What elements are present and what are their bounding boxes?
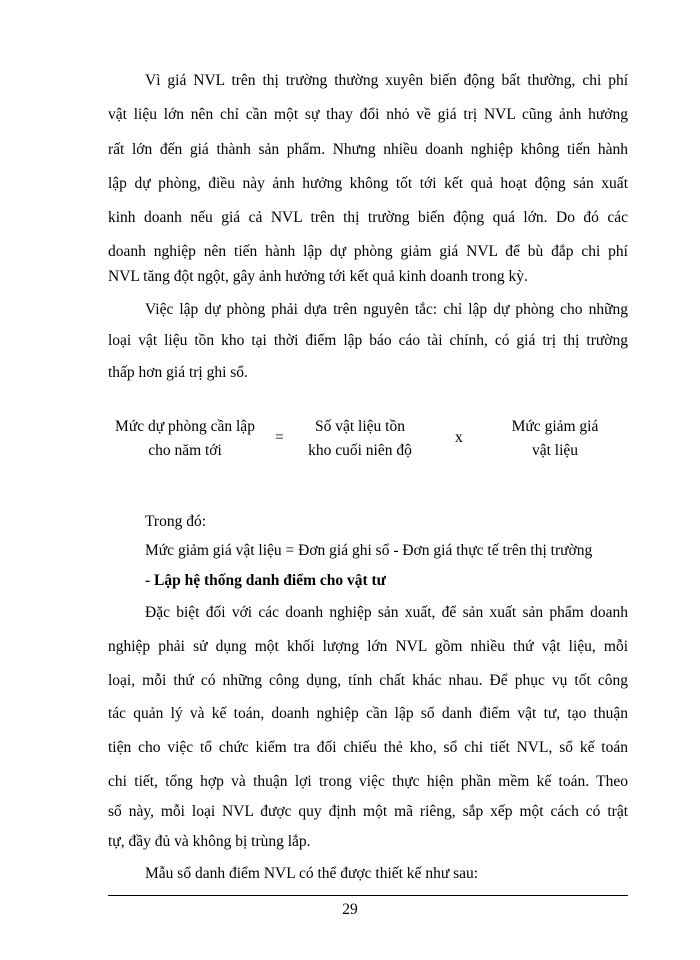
formula-left-line-2: cho năm tới — [148, 442, 222, 459]
paragraph-3-line-5: tiện cho việc tổ chức kiểm tra đối chiếu thẻ kho, sổ chi tiết NVL, sổ kế toán — [108, 739, 628, 756]
paragraph-4-line-1: Mẫu sổ danh điểm NVL có thể được thiết kế như sau: — [145, 865, 479, 882]
formula-middle — [295, 415, 425, 463]
paragraph-2-line-1: Việc lập dự phòng phải dựa trên nguyên tắc: chỉ lập dự phòng cho những — [145, 301, 628, 318]
formula-left-line-1: Mức dự phòng cần lập — [115, 418, 255, 435]
paragraph-3-line-1: Đặc biệt đối với các doanh nghiệp sản xuất, để sản xuất sản phẩm doanh — [145, 604, 628, 621]
formula-left — [106, 415, 264, 463]
paragraph-1-line-5: kinh doanh nếu giá cả NVL trên thị trường biến động quá lớn. Do đó các — [108, 209, 628, 226]
paragraph-1-line-1: Vì giá NVL trên thị trường thường xuyên biến động bất thường, chi phí — [145, 72, 628, 89]
paragraph-3-line-4: tác quản lý và kế toán, doanh nghiệp cần lập sổ danh điểm vật tư, tạo thuận — [108, 705, 628, 722]
paragraph-3-line-8: tự, đầy đủ và không bị trùng lắp. — [108, 833, 311, 850]
formula-middle-line-1: Số vật liệu tồn — [315, 418, 405, 435]
formula-right-line-1: Mức giảm giá — [511, 418, 599, 435]
formula-equals-sign: = — [275, 429, 284, 446]
definition-line: Mức giảm giá vật liệu = Đơn giá ghi sổ - Đơn giá thực tế trên thị trường — [145, 542, 593, 559]
page-number: 29 — [342, 901, 358, 918]
paragraph-1-line-6: doanh nghiệp nên tiến hành lập dự phòng giảm giá NVL để bù đắp chi phí — [108, 243, 628, 260]
paragraph-1-line-2: vật liệu lớn nên chỉ cần một sự thay đổi nhỏ về giá trị NVL cũng ảnh hưởng — [108, 106, 628, 123]
paragraph-2-line-2: loại vật liệu tồn kho tại thời điểm lập báo cáo tài chính, có giá trị thị trường — [108, 332, 628, 349]
formula-right — [490, 415, 620, 463]
formula-times-sign: x — [455, 429, 463, 446]
footer-rule — [108, 895, 628, 896]
paragraph-1-line-7: NVL tăng đột ngột, gây ảnh hưởng tới kết quả kinh doanh trong kỳ. — [108, 268, 528, 285]
paragraph-3-line-7: sổ này, mỗi loại NVL được quy định một mã riêng, sắp xếp một cách có trật — [108, 803, 628, 820]
paragraph-3-line-2: nghiệp phải sử dụng một khối lượng lớn NVL gồm nhiều thứ vật liệu, mỗi — [108, 638, 628, 655]
formula-middle-line-2: kho cuối niên độ — [308, 442, 412, 459]
paragraph-3-line-3: loại, mỗi thứ có những công dụng, tính chất khác nhau. Để phục vụ tốt công — [108, 672, 628, 689]
where-label: Trong đó: — [145, 513, 207, 530]
paragraph-3-line-6: chi tiết, tổng hợp và thuận lợi trong việc thực hiện phần mềm kế toán. Theo — [108, 773, 628, 790]
paragraph-2-line-3: thấp hơn giá trị ghi sổ. — [108, 364, 248, 381]
paragraph-1-line-4: lập dự phòng, điều này ảnh hưởng không tốt tới kết quả hoạt động sản xuất — [108, 175, 628, 192]
formula-right-line-2: vật liệu — [531, 442, 579, 459]
section-heading: - Lập hệ thống danh điểm cho vật tư — [145, 572, 386, 589]
paragraph-1-line-3: rất lớn đến giá thành sản phẩm. Nhưng nhiều doanh nghiệp không tiến hành — [108, 141, 628, 158]
